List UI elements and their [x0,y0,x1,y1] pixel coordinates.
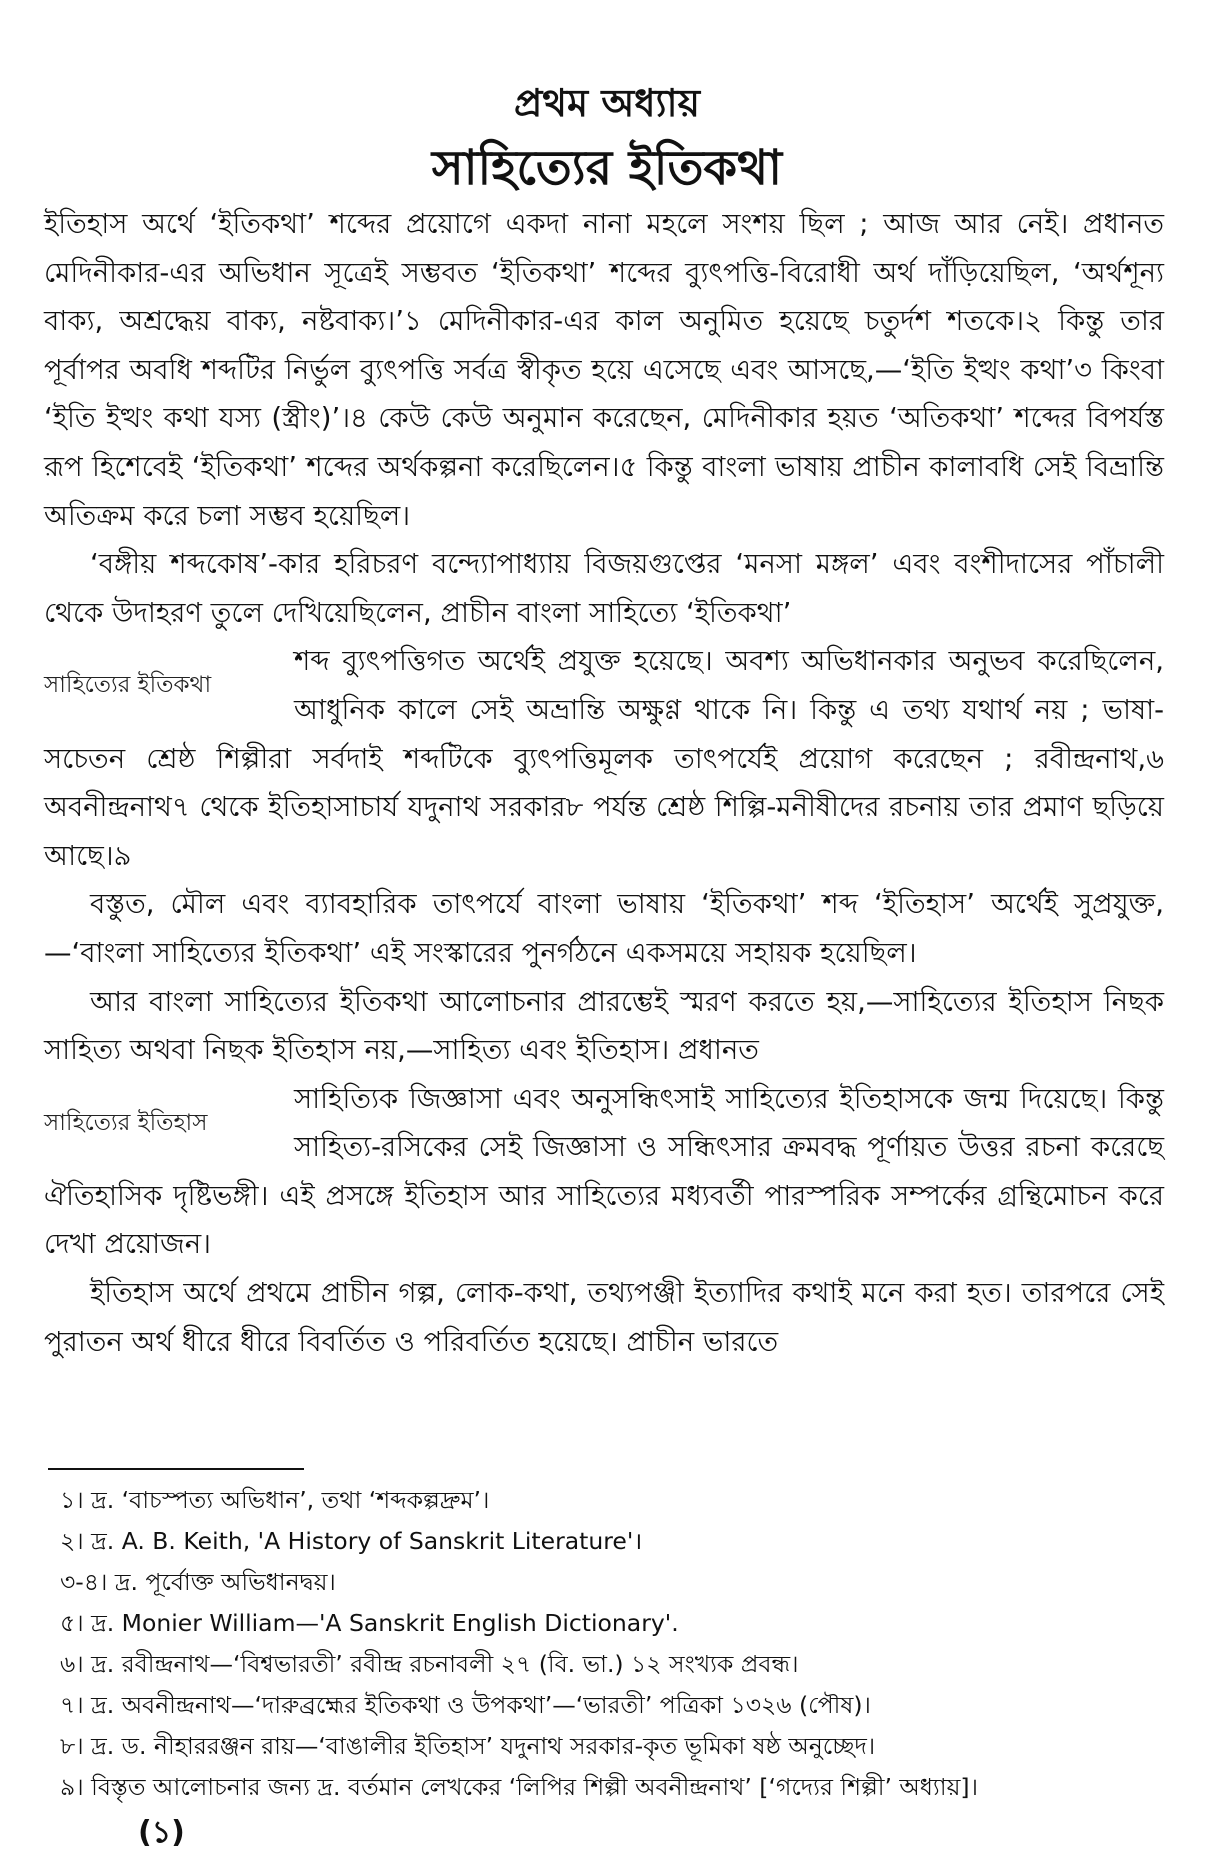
paragraph-4: বস্তুত, মৌল এবং ব্যাবহারিক তাৎপর্যে বাংলা ভাষায় ‘ইতিকথা’ শব্দ ‘ইতিহাস’ অর্থেই সুপ্রযুক্ত,—‘বাংলা সাহিত্যের ইতিকথা’ এই সংস্কারের পুনর্গঠনে একসময়ে সহায়ক হয়েছিল। [44,888,1164,969]
body-text [44,200,1164,1366]
paragraph-3-block [44,637,1164,880]
page-number: (১) [138,1815,185,1850]
footnotes [60,1480,1170,1808]
footnote-7: ৭। দ্র. অবনীন্দ্রনাথ—‘দারুব্রহ্মের ইতিকথা ও উপকথা’—‘ভারতী’ পত্রিকা ১৩২৬ (পৌষ)। [60,1691,871,1719]
paragraph-2: ‘বঙ্গীয় শব্দকোষ’-কার হরিচরণ বন্দ্যোপাধ্যায় বিজয়গুপ্তের ‘মনসা মঙ্গল’ এবং বংশীদাসের পাঁচালী থেকে উদাহরণ তুলে দেখিয়েছিলেন, প্রাচীন বাংলা সাহিত্যে ‘ইতিকথা’ [44,548,1164,629]
footnote-8: ৮। দ্র. ড. নীহাররঞ্জন রায়—‘বাঙালীর ইতিহাস’ যদুনাথ সরকার-কৃত ভূমিকা ষষ্ঠ অনুচ্ছেদ। [60,1732,876,1760]
footnote-divider [48,1468,304,1470]
footnote-9: ৯। বিস্তৃত আলোচনার জন্য দ্র. বর্তমান লেখকের ‘লিপির শিল্পী অবনীন্দ্রনাথ’ [‘গদ্যের শিল্পী’ অধ্যায়]। [60,1773,978,1801]
footnote-3-4: ৩-৪। দ্র. পূর্বোক্ত অভিধানদ্বয়। [60,1568,336,1596]
paragraph-1: ইতিহাস অর্থে ‘ইতিকথা’ শব্দের প্রয়োগে একদা নানা মহলে সংশয় ছিল ; আজ আর নেই। প্রধানত মেদিনীকার-এর অভিধান সূত্রেই সম্ভবত ‘ইতিকথা’ শব্দের ব্যুৎপত্তি-বিরোধী অর্থ দাঁড়িয়েছিল, ‘অর্থশূন্য বাক্য, অশ্রদ্ধেয় বাক্য, নষ্টবাক্য।’১ মেদিনীকার-এর কাল অনুমিত হয়েছে চতুর্দশ শতকে।২ কিন্তু তার পূর্বাপর অবধি শব্দটির নির্ভুল ব্যুৎপত্তি সর্বত্র স্বীকৃত হয়ে এসেছে এবং আসছে,—‘ইতি ইত্থং কথা’৩ কিংবা ‘ইতি ইত্থং কথা যস্য (স্ত্রীং)’।৪ কেউ কেউ অনুমান করেছেন, মেদিনীকার হয়ত ‘অতিকথা’ শব্দের বিপর্যস্ত রূপ হিশেবেই ‘ইতিকথা’ শব্দের অর্থকল্পনা করেছিলেন।৫ কিন্তু বাংলা ভাষায় প্রাচীন কালাবধি সেই বিভ্রান্তি অতিক্রম করে চলা সম্ভব হয়েছিল। [44,208,1164,532]
paragraph-6-block [44,1075,1164,1269]
side-note-1: সাহিত্যের ইতিকথা [44,672,212,699]
paragraph-7: ইতিহাস অর্থে প্রথমে প্রাচীন গল্প, লোক-কথা, তথ্যপঞ্জী ইত্যাদির কথাই মনে করা হত। তারপরে সেই পুরাতন অর্থ ধীরে ধীরে বিবর্তিত ও পরিবর্তিত হয়েছে। প্রাচীন ভারতে [44,1277,1164,1358]
chapter-heading: প্রথম অধ্যায় [514,81,700,125]
paragraph-6: সাহিত্যিক জিজ্ঞাসা এবং অনুসন্ধিৎসাই সাহিত্যের ইতিহাসকে জন্ম দিয়েছে। কিন্তু সাহিত্য-রসিকের সেই জিজ্ঞাসা ও সন্ধিৎসার ক্রমবদ্ধ পূর্ণায়ত উত্তর রচনা করেছে ঐতিহাসিক দৃষ্টিভঙ্গী। এই প্রসঙ্গে ইতিহাস আর সাহিত্যের মধ্যবর্তী পারস্পরিক সম্পর্কের গ্রন্থিমোচন করে দেখা প্রয়োজন। [44,1082,1164,1261]
paragraph-3: শব্দ ব্যুৎপত্তিগত অর্থেই প্রযুক্ত হয়েছে। অবশ্য অভিধানকার অনুভব করেছিলেন, আধুনিক কালে সেই অভ্রান্তি অক্ষুণ্ণ থাকে নি। কিন্তু এ তথ্য যথার্থ নয় ; ভাষা-সচেতন শ্রেষ্ঠ শিল্পীরা সর্বদাই শব্দটিকে ব্যুৎপত্তিমূলক তাৎপর্যেই প্রয়োগ করেছেন ; রবীন্দ্রনাথ,৬ অবনীন্দ্রনাথ৭ থেকে ইতিহাসাচার্য যদুনাথ সরকার৮ পর্যন্ত শ্রেষ্ঠ শিল্পি-মনীষীদের রচনায় তার প্রমাণ ছড়িয়ে আছে।৯ [44,645,1164,872]
footnote-5: ৫। দ্র. Monier William—'A Sanskrit English Dictionary'. [60,1609,679,1637]
side-note-2: সাহিত্যের ইতিহাস [44,1109,208,1136]
footnote-1: ১। দ্র. ‘বাচস্পত্য অভিধান’, তথা ‘শব্দকল্পদ্রুম’। [60,1486,490,1514]
paragraph-5: আর বাংলা সাহিত্যের ইতিকথা আলোচনার প্রারম্ভেই স্মরণ করতে হয়,—সাহিত্যের ইতিহাস নিছক সাহিত্য অথবা নিছক ইতিহাস নয়,—সাহিত্য এবং ইতিহাস। প্রধানত [44,985,1164,1067]
footnote-2: ২। দ্র. A. B. Keith, 'A History of Sanskrit Literature'। [60,1527,643,1555]
footnote-6: ৬। দ্র. রবীন্দ্রনাথ—‘বিশ্বভারতী’ রবীন্দ্র রচনাবলী ২৭ (বি. ভা.) ১২ সংখ্যক প্রবন্ধ। [60,1650,799,1678]
page-title: সাহিত্যের ইতিকথা [431,140,783,196]
